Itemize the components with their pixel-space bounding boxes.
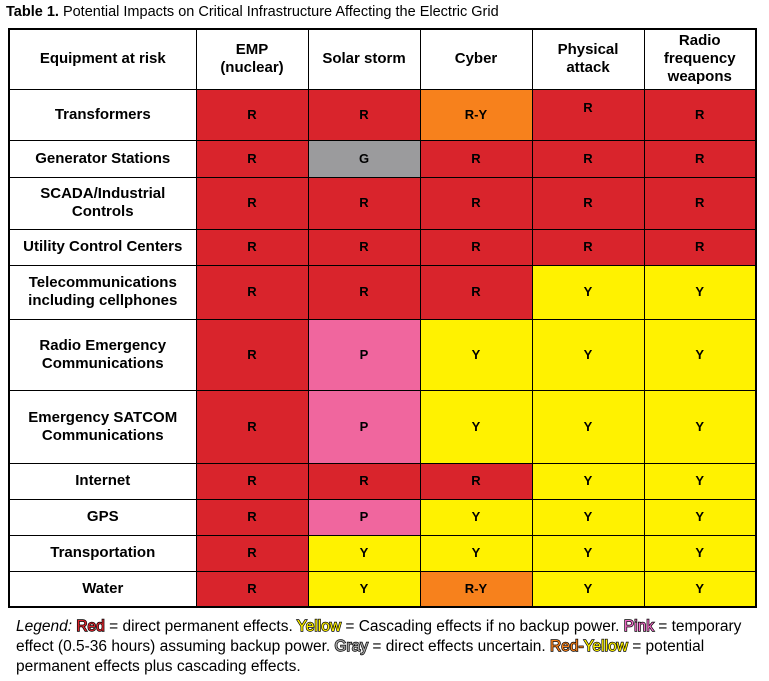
impact-cell: G: [308, 140, 420, 177]
impact-cell: R: [420, 140, 532, 177]
impact-cell: Y: [420, 499, 532, 535]
impact-cell: Y: [420, 535, 532, 571]
impact-cell: Y: [644, 571, 756, 607]
column-header: Solar storm: [308, 29, 420, 89]
table-row: [9, 499, 756, 535]
table-caption: [6, 4, 499, 20]
row-label: Transportation: [9, 535, 196, 571]
legend-yellow-key: Yellow: [296, 618, 342, 635]
row-label: Generator Stations: [9, 140, 196, 177]
row-label: SCADA/Industrial Controls: [9, 177, 196, 229]
row-label: GPS: [9, 499, 196, 535]
impact-cell: Y: [532, 319, 644, 390]
legend-pink-key: Pink: [623, 618, 654, 635]
impact-cell: Y: [644, 463, 756, 499]
impact-cell: Y: [532, 535, 644, 571]
impact-cell: Y: [644, 390, 756, 463]
legend-red-text: = direct permanent effects.: [104, 618, 297, 635]
table-row: [9, 177, 756, 229]
impact-cell: R: [196, 229, 308, 265]
column-header: Physical attack: [532, 29, 644, 89]
legend-pink-text: = temporary effect (0.5-36 hours) assuming backup power.: [16, 618, 742, 655]
impact-cell: R: [196, 499, 308, 535]
impact-cell: R: [196, 571, 308, 607]
impact-cell: Y: [644, 499, 756, 535]
impact-cell: R-Y: [420, 89, 532, 140]
legend-red-yellow-text: = potential permanent effects plus cascading effects.: [16, 638, 705, 675]
legend-gray-text: = direct effects uncertain.: [368, 638, 551, 655]
legend-prefix: Legend:: [16, 618, 73, 635]
impact-cell: R: [420, 229, 532, 265]
impact-cell: R: [196, 265, 308, 319]
table-row: [9, 229, 756, 265]
impact-cell: Y: [644, 535, 756, 571]
row-label: Radio Emergency Communications: [9, 319, 196, 390]
legend-yellow-text: = Cascading effects if no backup power.: [341, 618, 624, 635]
row-label: Emergency SATCOM Communications: [9, 390, 196, 463]
table-row: [9, 265, 756, 319]
row-label: Utility Control Centers: [9, 229, 196, 265]
legend: [16, 617, 761, 677]
impact-cell: R: [196, 89, 308, 140]
caption-text: Potential Impacts on Critical Infrastructure Affecting the Electric Grid: [58, 4, 499, 20]
impact-cell: P: [308, 499, 420, 535]
caption-label: Table 1.: [6, 4, 59, 20]
column-header: Cyber: [420, 29, 532, 89]
table-row: [9, 140, 756, 177]
impact-cell: R: [420, 265, 532, 319]
table-row: [9, 571, 756, 607]
row-label: Transformers: [9, 89, 196, 140]
impact-cell: R: [308, 177, 420, 229]
impact-cell: R: [308, 229, 420, 265]
impact-cell: R: [308, 89, 420, 140]
impact-cell: R: [196, 319, 308, 390]
impact-cell: R: [196, 140, 308, 177]
table-row: [9, 535, 756, 571]
table-row: [9, 319, 756, 390]
column-header: EMP (nuclear): [196, 29, 308, 89]
impact-table: [8, 28, 757, 608]
impact-cell: Y: [532, 499, 644, 535]
impact-cell: R: [532, 89, 644, 140]
table-row: [9, 390, 756, 463]
impact-cell: R: [420, 463, 532, 499]
impact-cell: R: [532, 177, 644, 229]
impact-cell: R: [420, 177, 532, 229]
table-row: [9, 463, 756, 499]
row-label: Water: [9, 571, 196, 607]
column-header-equipment: Equipment at risk: [9, 29, 196, 89]
impact-cell: P: [308, 319, 420, 390]
impact-cell: Y: [644, 265, 756, 319]
impact-cell: R-Y: [420, 571, 532, 607]
impact-cell: Y: [308, 535, 420, 571]
impact-cell: R: [644, 89, 756, 140]
impact-cell: R: [196, 390, 308, 463]
impact-cell: R: [308, 265, 420, 319]
impact-cell: Y: [532, 571, 644, 607]
impact-cell: Y: [532, 265, 644, 319]
impact-cell: Y: [532, 390, 644, 463]
impact-cell: R: [644, 229, 756, 265]
impact-cell: P: [308, 390, 420, 463]
impact-cell: Y: [420, 390, 532, 463]
legend-red-yellow-key-b: Yellow: [583, 638, 628, 655]
table-row: [9, 89, 756, 140]
legend-gray-key: Gray: [334, 638, 369, 655]
impact-cell: R: [532, 229, 644, 265]
impact-cell: R: [308, 463, 420, 499]
row-label: Telecommunications including cellphones: [9, 265, 196, 319]
impact-cell: R: [532, 140, 644, 177]
impact-cell: R: [196, 463, 308, 499]
legend-red-key: Red: [76, 618, 105, 635]
impact-cell: R: [196, 535, 308, 571]
header-row: [9, 29, 756, 89]
impact-cell: Y: [420, 319, 532, 390]
column-header: Radio frequency weapons: [644, 29, 756, 89]
row-label: Internet: [9, 463, 196, 499]
impact-cell: R: [196, 177, 308, 229]
impact-cell: Y: [308, 571, 420, 607]
impact-cell: Y: [532, 463, 644, 499]
impact-cell: R: [644, 140, 756, 177]
impact-cell: R: [644, 177, 756, 229]
legend-red-yellow-key-a: Red-: [550, 638, 584, 655]
impact-cell: Y: [644, 319, 756, 390]
